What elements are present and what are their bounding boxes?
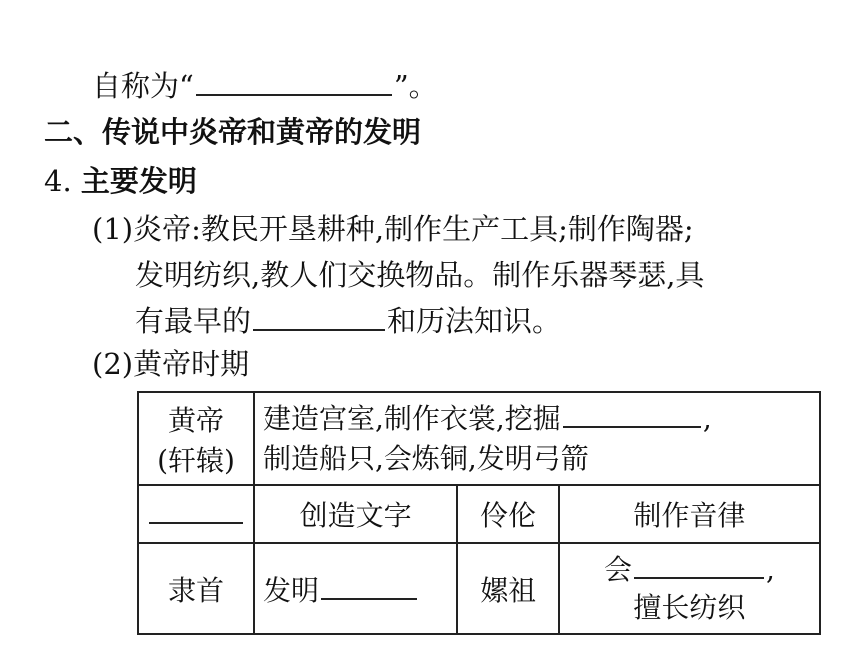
table-row [138, 543, 820, 634]
huangdi-desc-text: 建造宫室,制作衣裳,挖掘 [263, 401, 561, 435]
yandi-line3-suffix: 和历法知识。 [387, 304, 562, 338]
item4-heading [44, 164, 197, 198]
yandi-line-2: 发明纺织,教人们交换物品。制作乐器琴瑟,具 [135, 258, 705, 292]
invention-cell [254, 543, 457, 634]
invention-cell [559, 543, 820, 634]
intro-suffix: ”。 [393, 69, 438, 103]
inventor-cell: 隶首 [138, 543, 254, 634]
invention-cell: 制作音律 [559, 485, 820, 543]
table-row [138, 392, 820, 485]
invention-text: 发明 [263, 573, 320, 607]
huangdi-name-cell [138, 392, 254, 485]
inventions-table [137, 391, 821, 635]
inventor-cell: 伶伦 [457, 485, 559, 543]
answer-blank [149, 521, 243, 524]
answer-blank [563, 425, 701, 428]
yandi-line-3 [135, 304, 562, 338]
huangdi-desc-cell [254, 392, 820, 485]
intro-prefix: 自称为“ [92, 69, 194, 103]
item4-title: 主要发明 [80, 164, 197, 198]
leizu-line-1 [568, 551, 811, 589]
yandi-line3-prefix: 有最早的 [135, 304, 252, 338]
item4-number: 4. [44, 164, 72, 198]
section-title: 二、传说中炎帝和黄帝的发明 [44, 115, 422, 149]
comma: , [765, 552, 775, 586]
answer-blank [634, 576, 764, 579]
intro-line [92, 69, 438, 103]
leizu-line-2: 擅长纺织 [633, 590, 746, 624]
huangdi-name: 黄帝 [167, 403, 224, 437]
answer-blank [321, 597, 417, 600]
leizu-text: 会 [603, 552, 632, 586]
answer-blank [253, 328, 385, 331]
table-row [138, 485, 820, 543]
yandi-label: (1)炎帝: [92, 212, 201, 246]
yandi-line-1 [92, 212, 694, 246]
invention-cell: 创造文字 [254, 485, 457, 543]
huangdi-desc-line-2: 制造船只,会炼铜,发明弓箭 [263, 441, 589, 475]
huangdi-desc-line-1 [263, 399, 811, 439]
huangdi-alias: (轩辕) [157, 443, 235, 477]
answer-blank [196, 93, 392, 96]
inventor-cell: 嫘祖 [457, 543, 559, 634]
yandi-text-1: 教民开垦耕种,制作生产工具;制作陶器; [200, 212, 694, 246]
comma: , [702, 401, 712, 435]
inventor-blank-cell [138, 485, 254, 543]
huangdi-heading: (2)黄帝时期 [92, 347, 250, 381]
